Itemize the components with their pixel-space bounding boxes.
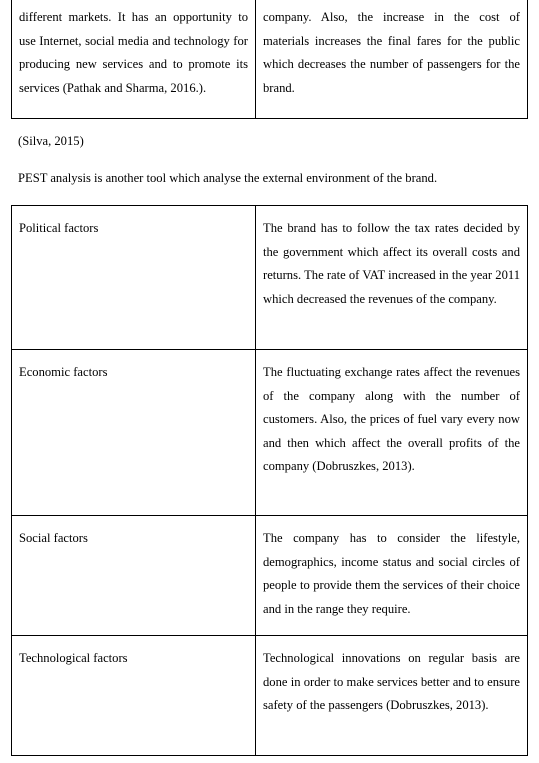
table-row-economic xyxy=(12,350,528,516)
pest-analysis-table xyxy=(11,205,528,756)
table-row-political xyxy=(12,206,528,350)
cell-text: different markets. It has an opportunity to use Internet, social media and technology for producing new services and to promote its services (Pathak and Sharma, 2016.). xyxy=(19,10,248,95)
factor-label: Political factors xyxy=(12,206,256,350)
table-row xyxy=(12,0,528,119)
factor-description: The brand has to follow the tax rates decided by the government which affect its overall costs and returns. The rate of VAT increased in the year 2011 which decreased the revenues of the company. xyxy=(256,206,528,350)
factor-description: The company has to consider the lifestyle, demographics, income status and social circles of people to provide them the services of their choice and in the range they require. xyxy=(256,516,528,636)
table-row-social xyxy=(12,516,528,636)
table-cell-threats xyxy=(256,0,528,119)
factor-description: The fluctuating exchange rates affect the revenues of the company along with the number of customers. Also, the prices of fuel vary every now and then which affect the overall profits of the company (Dobruszkes, 2013). xyxy=(256,350,528,516)
table-cell-opportunities xyxy=(12,0,256,119)
table-row-technological xyxy=(12,636,528,756)
factor-label: Social factors xyxy=(12,516,256,636)
factor-description: Technological innovations on regular basis are done in order to make services better and to ensure safety of the passengers (Dobruszkes, 2013). xyxy=(256,636,528,756)
cell-text: company. Also, the increase in the cost of materials increases the final fares for the public which decreases the number of passengers for the brand. xyxy=(263,10,520,95)
pest-intro-paragraph: PEST analysis is another tool which analyse the external environment of the brand. xyxy=(18,171,438,185)
factor-label: Technological factors xyxy=(12,636,256,756)
factor-label: Economic factors xyxy=(12,350,256,516)
swot-table-continuation xyxy=(11,0,528,119)
citation-text: (Silva, 2015) xyxy=(18,134,84,148)
